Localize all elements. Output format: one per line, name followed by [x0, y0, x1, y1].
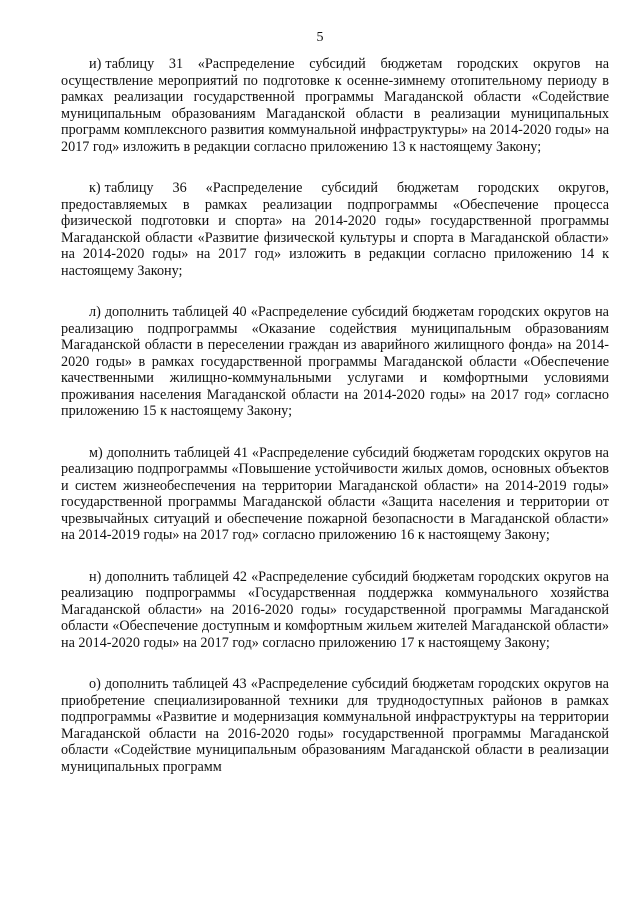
paragraph-o	[61, 676, 609, 775]
paragraph-text: таблицу 36 «Распределение субсидий бюджетам городских округов, предоставляемых в рамках реализации подпрограммы «Обеспечение процесса физической подготовки и спорта» на 2014-2020 годы» государственной программы Магаданской области «Развитие физической культуры и спорта в Магаданской области» на 2014-2020 годы» на 2017 год» изложить в редакции согласно приложению 14 к настоящему Закону;	[61, 180, 609, 279]
paragraph-text: дополнить таблицей 41 «Распределение субсидий бюджетам городских округов на реализацию подпрограммы «Повышение устойчивости жилых домов, основных объектов и систем жизнеобеспечения на территории Магаданской области» на 2014-2019 годы» государственной программы Магаданской области «Защита населения и территории от чрезвычайных ситуаций и обеспечение пожарной безопасности в Магаданской области» на 2014-2019 годы» на 2017 год» согласно приложению 16 к настоящему Закону;	[61, 444, 609, 543]
page-number: 5	[316, 30, 324, 45]
paragraph-text: таблицу 31 «Распределение субсидий бюджетам городских округов на осуществление мероприятий по подготовке к осенне-зимнему отопительному периоду в рамках реализации государственной программы Магаданской области «Содействие муниципальным образованиям Магаданской области в реализации муниципальных программ комплексного развития коммунальной инфраструктуры» на 2014-2020 годы» на 2017 год» изложить в редакции согласно приложению 13 к настоящему Закону;	[61, 56, 609, 155]
paragraph-marker: о)	[89, 676, 101, 692]
paragraph-marker: н)	[89, 568, 102, 585]
paragraph-l	[61, 304, 609, 420]
paragraph-marker: м)	[89, 444, 103, 461]
document-body	[61, 56, 609, 800]
paragraph-text: дополнить таблицей 40 «Распределение субсидий бюджетам городских округов на реализацию подпрограммы «Оказание содействия муниципальным образованиям Магаданской области в переселении граждан из аварийного жилищного фонда» на 2014-2020 годы» в рамках государственной программы Магаданской области «Обеспечение качественными жилищно-коммунальными услугами и комфортными условиями проживания населения Магаданской области на 2014-2020 годы» на 2017 год» согласно приложению 15 к настоящему Закону;	[61, 304, 609, 419]
paragraph-m	[61, 445, 609, 544]
paragraph-text: дополнить таблицей 42 «Распределение субсидий бюджетам городских округов на реализацию подпрограммы «Государственная поддержка коммунального хозяйства Магаданской области» на 2016-2020 годы» государственной программы Магаданской области «Обеспечение доступным и комфортным жильем жителей Магаданской области» на 2014-2020 годы» на 2017 год» согласно приложению 17 к настоящему Закону;	[61, 568, 609, 651]
paragraph-n	[61, 569, 609, 652]
paragraph-k	[61, 180, 609, 279]
paragraph-marker: к)	[89, 180, 101, 196]
paragraph-marker: и)	[89, 56, 102, 72]
paragraph-i	[61, 56, 609, 155]
paragraph-marker: л)	[89, 304, 101, 320]
paragraph-text: дополнить таблицей 43 «Распределение субсидий бюджетам городских округов на приобретение специализированной техники для труднодоступных районов в рамках подпрограммы «Развитие и модернизация коммунальной инфраструктуры на территории Магаданской области на 2016-2020 годы» государственной программы Магаданской области «Содействие муниципальным образованиям Магаданской области в реализации муниципальных программ	[61, 676, 609, 775]
